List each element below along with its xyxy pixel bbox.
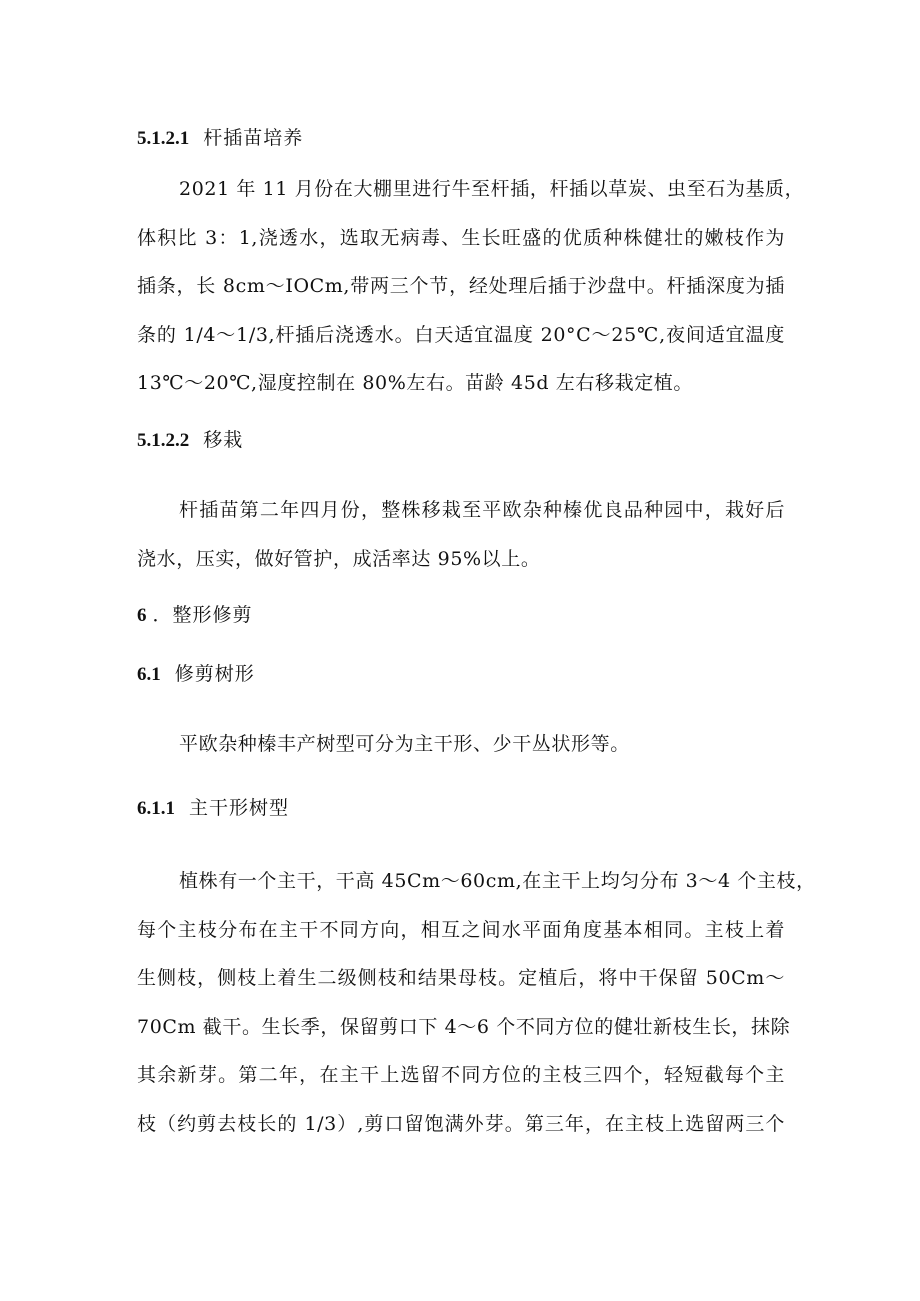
heading-5-1-2-2 [137,428,243,453]
heading-title: 修剪树形 [174,663,255,685]
heading-title: 移栽 [203,429,244,451]
paragraph-line: 插条，长 8cm～IOCm,带两三个节，经处理后插于沙盘中。杆插深度为插 [137,275,785,297]
paragraph-line: 2021 年 11 月份在大棚里进行牛至杆插，杆插以草炭、虫至石为基质， [179,178,805,200]
paragraph-line: 杆插苗第二年四月份，整株移栽至平欧杂种榛优良品种园中，栽好后 [179,499,785,521]
heading-number: 6 [137,605,147,626]
heading-number: 5.1.2.1 [137,128,190,149]
heading-number: 5.1.2.2 [137,430,190,451]
paragraph-line: 每个主枝分布在主干不同方向，相互之间水平面角度基本相同。主枝上着 [137,918,785,941]
heading-6 [137,603,253,628]
heading-title: 杆插苗培养 [203,127,304,149]
heading-6-1 [137,662,255,687]
paragraph-line: 生侧枝，侧枝上着生二级侧枝和结果母枝。定植后，将中干保留 50Cm～ [137,967,785,989]
heading-title: 主干形树型 [189,797,290,819]
paragraph-line: 条的 1/4～1/3,杆插后浇透水。白天适宜温度 20°C～25℃,夜间适宜温度 [137,323,785,346]
paragraph-cutting-cultivation [137,165,805,408]
heading-number: 6.1.1 [137,798,175,819]
paragraph-line: 植株有一个主干，干高 45Cm～60cm,在主干上均匀分布 3～4 个主枝， [179,870,816,892]
paragraph-transplant [137,486,785,583]
paragraph-line: 其余新芽。第二年，在主干上选留不同方位的主枝三四个，轻短截每个主 [137,1064,785,1086]
paragraph-main-trunk-form [137,857,816,1148]
heading-5-1-2-1 [137,126,303,151]
paragraph-line: 浇水，压实，做好管护，成活率达 95%以上。 [137,547,541,570]
paragraph-line: 70Cm 截干。生长季，保留剪口下 4～6 个不同方位的健壮新枝生长，抹除 [137,1015,791,1038]
paragraph-line: 平欧杂种榛丰产树型可分为主干形、少干丛状形等。 [179,733,630,755]
paragraph-line: 13℃～20℃,湿度控制在 80%左右。苗龄 45d 左右移栽定植。 [137,372,693,394]
heading-6-1-1 [137,796,289,821]
heading-number: 6.1 [137,664,161,685]
heading-title: ．整形修剪 [152,604,253,626]
paragraph-tree-shapes [137,720,785,769]
paragraph-line: 枝（约剪去枝长的 1/3）,剪口留饱满外芽。第三年，在主枝上选留两三个 [137,1112,785,1135]
paragraph-line: 体积比 3：1,浇透水，选取无病毒、生长旺盛的优质种株健壮的嫩枝作为 [137,226,785,249]
